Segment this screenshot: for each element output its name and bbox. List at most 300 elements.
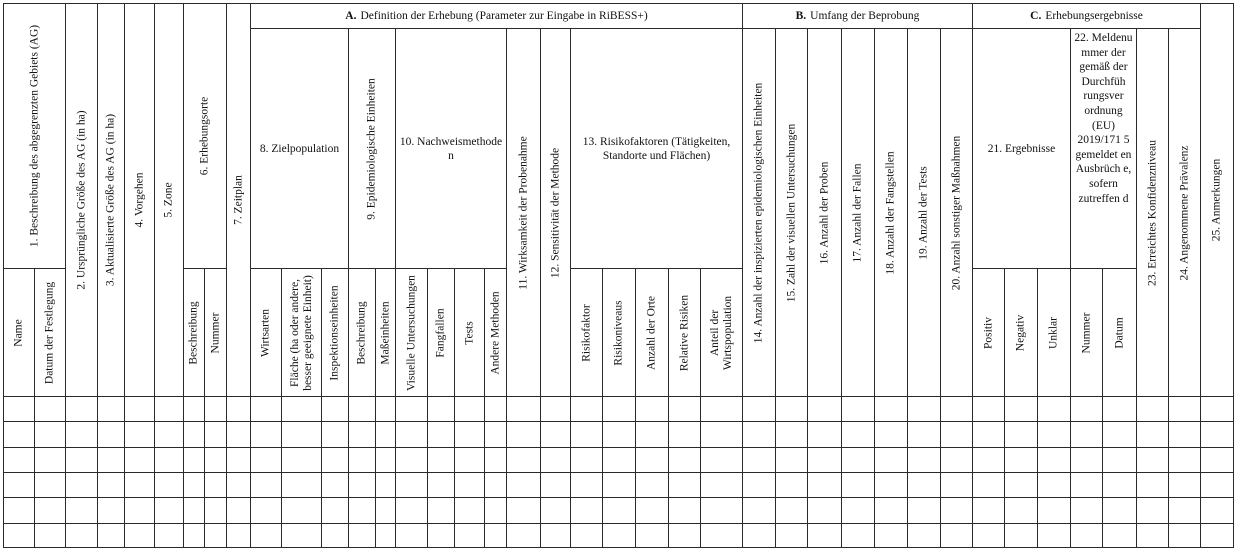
table-cell[interactable]: [454, 497, 484, 523]
table-cell[interactable]: [484, 421, 506, 447]
table-cell[interactable]: [183, 447, 204, 472]
table-cell[interactable]: [226, 523, 250, 548]
group-c-title-prefix: C.: [1030, 10, 1042, 22]
table-cell[interactable]: [454, 396, 484, 421]
table-cell[interactable]: [1136, 421, 1168, 447]
col18-header: [874, 28, 907, 396]
table-cell[interactable]: [204, 523, 226, 548]
table-cell[interactable]: [1200, 421, 1234, 447]
table-cell[interactable]: [34, 523, 65, 548]
table-cell[interactable]: [742, 421, 775, 447]
table-cell[interactable]: [1037, 421, 1070, 447]
col9-header-label: 9. Epidemiologische Einheiten: [365, 77, 378, 220]
table-cell[interactable]: [1136, 472, 1168, 497]
table-cell[interactable]: [65, 421, 97, 447]
table-cell[interactable]: [570, 421, 602, 447]
table-cell[interactable]: [907, 497, 940, 523]
table-cell[interactable]: [321, 472, 348, 497]
col13-header-label: 13. Risikofaktoren (Tätigkeiten, Standorte und Flächen): [582, 135, 731, 162]
col21-neg-label: Negativ: [1014, 314, 1027, 351]
table-cell[interactable]: [635, 497, 668, 523]
table-cell[interactable]: [1168, 447, 1200, 472]
table-cell[interactable]: [124, 447, 154, 472]
table-cell[interactable]: [1136, 497, 1168, 523]
table-cell[interactable]: [907, 447, 940, 472]
table-cell[interactable]: [281, 472, 321, 497]
table-cell[interactable]: [226, 421, 250, 447]
group-a-title: [250, 3, 742, 28]
table-cell[interactable]: [375, 497, 395, 523]
table-cell[interactable]: [874, 447, 907, 472]
table-cell[interactable]: [154, 447, 183, 472]
table-cell[interactable]: [65, 523, 97, 548]
table-cell[interactable]: [807, 447, 841, 472]
table-cell[interactable]: [454, 421, 484, 447]
table-cell[interactable]: [940, 421, 972, 447]
table-cell[interactable]: [570, 447, 602, 472]
table-cell[interactable]: [907, 523, 940, 548]
table-cell[interactable]: [484, 472, 506, 497]
table-cell[interactable]: [602, 421, 635, 447]
table-cell[interactable]: [3, 447, 34, 472]
table-cell[interactable]: [154, 497, 183, 523]
table-cell[interactable]: [204, 421, 226, 447]
table-cell[interactable]: [454, 472, 484, 497]
table-cell[interactable]: [154, 472, 183, 497]
table-cell[interactable]: [874, 396, 907, 421]
table-cell[interactable]: [34, 396, 65, 421]
col25-header: [1200, 3, 1234, 396]
table-cell[interactable]: [226, 497, 250, 523]
table-cell[interactable]: [668, 396, 700, 421]
table-cell[interactable]: [427, 523, 454, 548]
table-cell[interactable]: [540, 447, 570, 472]
table-cell[interactable]: [1200, 523, 1234, 548]
col5-header-label: 5. Zone: [162, 182, 175, 218]
table-cell[interactable]: [635, 447, 668, 472]
table-cell[interactable]: [97, 497, 124, 523]
table-cell[interactable]: [1200, 447, 1234, 472]
table-cell[interactable]: [972, 396, 1004, 421]
col21-pos-label: Positiv: [982, 316, 994, 349]
table-cell[interactable]: [348, 472, 375, 497]
table-cell[interactable]: [183, 497, 204, 523]
table-cell[interactable]: [204, 472, 226, 497]
col9-mass-label: Maßeinheiten: [379, 300, 391, 365]
table-cell[interactable]: [154, 396, 183, 421]
table-cell[interactable]: [484, 523, 506, 548]
table-cell[interactable]: [570, 396, 602, 421]
table-cell[interactable]: [635, 396, 668, 421]
table-cell[interactable]: [375, 472, 395, 497]
table-cell[interactable]: [635, 523, 668, 548]
table-cell[interactable]: [1070, 497, 1102, 523]
table-cell[interactable]: [1102, 523, 1136, 548]
table-cell[interactable]: [281, 523, 321, 548]
table-cell[interactable]: [250, 421, 281, 447]
table-cell[interactable]: [742, 497, 775, 523]
table-cell[interactable]: [874, 472, 907, 497]
table-cell[interactable]: [34, 421, 65, 447]
table-cell[interactable]: [34, 497, 65, 523]
table-cell[interactable]: [124, 472, 154, 497]
table-cell[interactable]: [540, 472, 570, 497]
table-cell[interactable]: [775, 472, 807, 497]
table-cell[interactable]: [907, 472, 940, 497]
table-cell[interactable]: [348, 396, 375, 421]
table-cell[interactable]: [506, 497, 540, 523]
table-cell[interactable]: [1004, 447, 1037, 472]
col22-date: [1102, 268, 1136, 396]
col23-header: [1136, 28, 1168, 396]
table-cell[interactable]: [97, 396, 124, 421]
table-cell[interactable]: [97, 523, 124, 548]
table-cell[interactable]: [281, 421, 321, 447]
table-cell[interactable]: [874, 523, 907, 548]
table-cell[interactable]: [250, 447, 281, 472]
table-cell[interactable]: [1168, 497, 1200, 523]
table-cell[interactable]: [972, 497, 1004, 523]
table-cell[interactable]: [395, 497, 427, 523]
table-cell[interactable]: [506, 421, 540, 447]
table-cell[interactable]: [700, 523, 742, 548]
table-cell[interactable]: [97, 447, 124, 472]
table-cell[interactable]: [1168, 421, 1200, 447]
col8-header-label: 8. Zielpopulation: [259, 142, 340, 155]
col24-header: [1168, 28, 1200, 396]
table-cell[interactable]: [124, 396, 154, 421]
group-a-title-prefix: A.: [345, 10, 357, 22]
table-cell[interactable]: [204, 396, 226, 421]
table-cell[interactable]: [124, 523, 154, 548]
table-cell[interactable]: [940, 396, 972, 421]
table-cell[interactable]: [226, 472, 250, 497]
table-cell[interactable]: [375, 396, 395, 421]
table-cell[interactable]: [183, 472, 204, 497]
col2-header: [65, 3, 97, 396]
table-cell[interactable]: [321, 523, 348, 548]
table-cell[interactable]: [3, 523, 34, 548]
table-cell[interactable]: [427, 472, 454, 497]
col8-wirt: [250, 268, 281, 396]
table-cell[interactable]: [1004, 523, 1037, 548]
table-cell[interactable]: [700, 497, 742, 523]
table-cell[interactable]: [506, 523, 540, 548]
table-cell[interactable]: [668, 421, 700, 447]
table-cell[interactable]: [375, 421, 395, 447]
col16-header: [807, 28, 841, 396]
table-cell[interactable]: [395, 523, 427, 548]
table-cell[interactable]: [427, 447, 454, 472]
table-cell[interactable]: [1168, 396, 1200, 421]
col1-name: [3, 268, 34, 396]
col6-desc: [183, 268, 204, 396]
table-cell[interactable]: [1037, 447, 1070, 472]
table-cell[interactable]: [124, 421, 154, 447]
table-cell[interactable]: [742, 472, 775, 497]
table-cell[interactable]: [65, 472, 97, 497]
table-cell[interactable]: [972, 472, 1004, 497]
table-cell[interactable]: [700, 472, 742, 497]
table-cell[interactable]: [427, 421, 454, 447]
table-cell[interactable]: [1102, 447, 1136, 472]
table-cell[interactable]: [1200, 396, 1234, 421]
table-cell[interactable]: [3, 497, 34, 523]
table-cell[interactable]: [540, 497, 570, 523]
table-cell[interactable]: [427, 497, 454, 523]
table-cell[interactable]: [602, 447, 635, 472]
table-cell[interactable]: [1200, 497, 1234, 523]
table-cell[interactable]: [972, 421, 1004, 447]
table-cell[interactable]: [742, 396, 775, 421]
table-cell[interactable]: [907, 396, 940, 421]
table-cell[interactable]: [1004, 472, 1037, 497]
table-cell[interactable]: [602, 472, 635, 497]
table-cell[interactable]: [841, 421, 874, 447]
table-cell[interactable]: [1136, 396, 1168, 421]
col5-header: [154, 3, 183, 396]
table-cell[interactable]: [635, 421, 668, 447]
table-cell[interactable]: [204, 447, 226, 472]
col10-fang-label: Fangfallen: [434, 307, 447, 358]
table-cell[interactable]: [226, 447, 250, 472]
table-cell[interactable]: [395, 447, 427, 472]
table-cell[interactable]: [1200, 472, 1234, 497]
col10-fang: [427, 268, 454, 396]
table-cell[interactable]: [700, 447, 742, 472]
table-cell[interactable]: [775, 523, 807, 548]
col21-neg: [1004, 268, 1037, 396]
table-cell[interactable]: [281, 497, 321, 523]
table-cell[interactable]: [204, 497, 226, 523]
table-cell[interactable]: [668, 497, 700, 523]
table-cell[interactable]: [124, 497, 154, 523]
group-b-title: [742, 3, 972, 28]
table-cell[interactable]: [570, 497, 602, 523]
table-cell[interactable]: [540, 523, 570, 548]
survey-results-table: [3, 3, 1234, 548]
table-cell[interactable]: [700, 421, 742, 447]
table-cell[interactable]: [602, 396, 635, 421]
table-cell[interactable]: [34, 472, 65, 497]
col14-header-label: 14. Anzahl der inspizierten epidemiologischen Einheiten: [752, 82, 765, 343]
table-cell[interactable]: [940, 497, 972, 523]
table-cell[interactable]: [807, 523, 841, 548]
col6-desc-label: Beschreibung: [187, 300, 200, 365]
table-cell[interactable]: [972, 523, 1004, 548]
col11-header: [506, 28, 540, 396]
table-cell[interactable]: [1037, 396, 1070, 421]
col24-header-label: 24. Angenommene Prävalenz: [1178, 144, 1190, 281]
col9-header: [348, 28, 395, 268]
table-cell[interactable]: [250, 523, 281, 548]
table-cell[interactable]: [375, 523, 395, 548]
table-cell[interactable]: [1070, 421, 1102, 447]
col8-insp-label: Inspektionseinheiten: [328, 284, 341, 381]
table-cell[interactable]: [97, 421, 124, 447]
table-cell[interactable]: [1070, 447, 1102, 472]
table-cell[interactable]: [454, 523, 484, 548]
table-cell[interactable]: [874, 497, 907, 523]
table-cell[interactable]: [940, 523, 972, 548]
table-cell[interactable]: [1037, 523, 1070, 548]
table-cell[interactable]: [3, 472, 34, 497]
table-cell[interactable]: [183, 421, 204, 447]
col13-orte-label: Anzahl der Orte: [645, 295, 658, 370]
col1-header-label: 1. Beschreibung des abgegrenzten Gebiets (AG): [28, 24, 40, 248]
col7-header: [226, 3, 250, 396]
table-cell[interactable]: [1070, 523, 1102, 548]
table-cell[interactable]: [154, 421, 183, 447]
table-cell[interactable]: [635, 472, 668, 497]
table-cell[interactable]: [250, 472, 281, 497]
table-cell[interactable]: [807, 421, 841, 447]
col10-andere: [484, 268, 506, 396]
table-cell[interactable]: [841, 447, 874, 472]
table-cell[interactable]: [907, 421, 940, 447]
table-cell[interactable]: [540, 396, 570, 421]
table-cell[interactable]: [281, 447, 321, 472]
table-cell[interactable]: [1136, 447, 1168, 472]
table-cell[interactable]: [775, 497, 807, 523]
table-cell[interactable]: [668, 447, 700, 472]
table-cell[interactable]: [97, 472, 124, 497]
col8-flaeche-label: Fläche (ha oder andere, besser geeignete Einheit): [288, 274, 314, 391]
table-cell[interactable]: [183, 523, 204, 548]
col13-anteil: [700, 268, 742, 396]
table-cell[interactable]: [1102, 396, 1136, 421]
table-cell[interactable]: [807, 396, 841, 421]
table-cell[interactable]: [395, 396, 427, 421]
table-cell[interactable]: [34, 447, 65, 472]
table-cell[interactable]: [807, 472, 841, 497]
table-cell[interactable]: [226, 396, 250, 421]
table-cell[interactable]: [348, 497, 375, 523]
table-cell[interactable]: [1102, 472, 1136, 497]
col10-vis: [395, 268, 427, 396]
table-cell[interactable]: [570, 523, 602, 548]
table-cell[interactable]: [742, 447, 775, 472]
table-cell[interactable]: [874, 421, 907, 447]
table-cell[interactable]: [668, 472, 700, 497]
group-b-title-text: Umfang der Beprobung: [810, 10, 920, 22]
group-c-title: [972, 3, 1200, 28]
table-cell[interactable]: [700, 396, 742, 421]
table-cell[interactable]: [841, 497, 874, 523]
col20-header: [940, 28, 972, 396]
table-cell[interactable]: [1168, 523, 1200, 548]
table-cell[interactable]: [841, 396, 874, 421]
table-cell[interactable]: [250, 497, 281, 523]
table-cell[interactable]: [570, 472, 602, 497]
table-cell[interactable]: [1070, 396, 1102, 421]
table-cell[interactable]: [1168, 472, 1200, 497]
table-cell[interactable]: [321, 447, 348, 472]
table-cell[interactable]: [321, 396, 348, 421]
table-cell[interactable]: [348, 421, 375, 447]
col13-rf: [570, 268, 602, 396]
table-cell[interactable]: [375, 447, 395, 472]
table-cell[interactable]: [348, 523, 375, 548]
table-cell[interactable]: [1102, 421, 1136, 447]
col16-header-label: 16. Anzahl der Proben: [818, 161, 830, 264]
table-cell[interactable]: [742, 523, 775, 548]
table-cell[interactable]: [972, 447, 1004, 472]
col10-andere-label: Andere Methoden: [489, 290, 501, 375]
col4-header-label: 4. Vorgehen: [133, 172, 145, 228]
table-cell[interactable]: [775, 421, 807, 447]
table-cell[interactable]: [3, 421, 34, 447]
table-cell[interactable]: [65, 447, 97, 472]
table-cell[interactable]: [940, 447, 972, 472]
col2-header-label: 2. Ursprüngliche Größe des AG (in ha): [75, 110, 87, 290]
col14-header: [742, 28, 775, 396]
table-cell[interactable]: [65, 497, 97, 523]
table-cell[interactable]: [602, 523, 635, 548]
col13-rn: [602, 268, 635, 396]
table-cell[interactable]: [65, 396, 97, 421]
table-cell[interactable]: [940, 472, 972, 497]
table-cell[interactable]: [321, 421, 348, 447]
table-cell[interactable]: [807, 497, 841, 523]
col13-rel: [668, 268, 700, 396]
table-cell[interactable]: [395, 472, 427, 497]
col19-header: [907, 28, 940, 396]
table-cell[interactable]: [506, 447, 540, 472]
table-cell[interactable]: [3, 396, 34, 421]
col13-orte: [635, 268, 668, 396]
table-cell[interactable]: [1102, 497, 1136, 523]
col13-rel-label: Relative Risiken: [678, 294, 690, 371]
table-cell[interactable]: [250, 396, 281, 421]
table-cell[interactable]: [183, 396, 204, 421]
col22-header-label: 22. Meldenu mmer der gemäß der Durchfüh rungsver ordnung (EU) 2019/171 5 gemeldet en Ausbrüch e, sofern zutreffen d: [1074, 32, 1133, 205]
col21-header: [972, 28, 1070, 268]
table-cell[interactable]: [1070, 472, 1102, 497]
table-cell[interactable]: [775, 447, 807, 472]
table-cell[interactable]: [668, 523, 700, 548]
table-cell[interactable]: [395, 421, 427, 447]
table-cell[interactable]: [1136, 523, 1168, 548]
col12-header-label: 12. Sensitivität der Methode: [549, 147, 561, 278]
table-cell[interactable]: [540, 421, 570, 447]
table-cell[interactable]: [484, 497, 506, 523]
table-cell[interactable]: [1037, 497, 1070, 523]
table-cell[interactable]: [154, 523, 183, 548]
col10-vis-label: Visuelle Untersuchungen: [405, 274, 417, 391]
table-cell[interactable]: [348, 447, 375, 472]
table-cell[interactable]: [321, 497, 348, 523]
col8-wirt-label: Wirtsarten: [259, 308, 272, 357]
table-cell[interactable]: [841, 472, 874, 497]
table-cell[interactable]: [1004, 421, 1037, 447]
table-cell[interactable]: [775, 396, 807, 421]
table-cell[interactable]: [506, 472, 540, 497]
table-cell[interactable]: [1004, 396, 1037, 421]
table-cell[interactable]: [602, 497, 635, 523]
table-cell[interactable]: [484, 396, 506, 421]
table-cell[interactable]: [484, 447, 506, 472]
table-cell[interactable]: [281, 396, 321, 421]
table-cell[interactable]: [454, 447, 484, 472]
table-cell[interactable]: [841, 523, 874, 548]
table-cell[interactable]: [1004, 497, 1037, 523]
table-cell[interactable]: [427, 396, 454, 421]
table-cell[interactable]: [506, 396, 540, 421]
col21-unk: [1037, 268, 1070, 396]
table-cell[interactable]: [1037, 472, 1070, 497]
col21-pos: [972, 268, 1004, 396]
